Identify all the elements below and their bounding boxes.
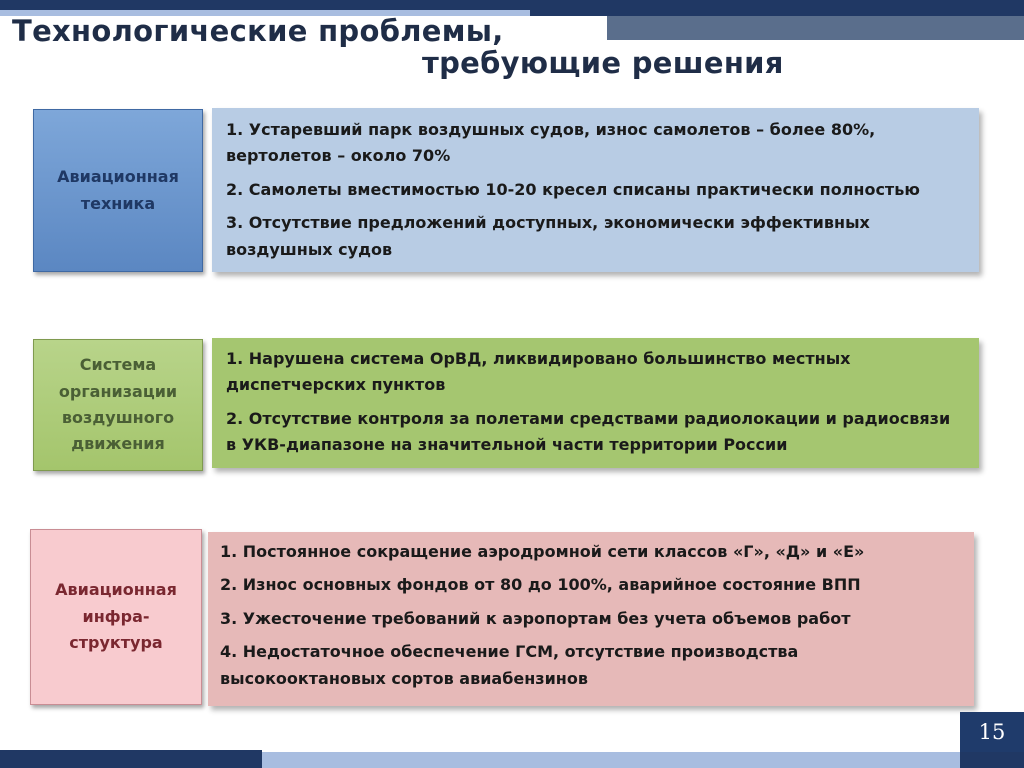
top-decor-bar-dark xyxy=(0,0,530,10)
problem-item: 3. Ужесточение требований к аэропортам без учета объемов работ xyxy=(220,608,851,628)
bottom-decor-bar-dark xyxy=(0,750,262,768)
section-label-text: Система организации воздушного движения xyxy=(58,355,178,454)
top-decor-bar-grey xyxy=(607,16,1024,40)
section-label-text: Авиационная техника xyxy=(57,167,179,213)
section-label-text: Авиационная инфра-структура xyxy=(55,580,177,653)
section-content-aviation-equipment xyxy=(212,108,979,272)
section-content-air-traffic-system xyxy=(212,338,979,468)
bottom-decor-bar-right xyxy=(960,752,1024,768)
section-label-aviation-infrastructure xyxy=(30,529,202,705)
problem-item: 1. Нарушена система ОрВД, ликвидировано большинство местных диспетчерских пунктов xyxy=(226,349,851,395)
problem-item: 2. Отсутствие контроля за полетами средствами радиолокации и радиосвязи в УКВ-диапазоне на значительной части территории России xyxy=(226,408,951,455)
problem-item: 1. Постоянное сокращение аэродромной сети классов «Г», «Д» и «Е» xyxy=(220,542,865,561)
top-decor-bar-right xyxy=(530,0,1024,16)
slide-title-line-1: Технологические проблемы, xyxy=(12,14,504,48)
slide-title-line-2: требующие решения xyxy=(422,46,784,80)
bottom-decor-bar-light xyxy=(262,752,960,768)
section-label-air-traffic-system xyxy=(33,339,203,471)
problem-item: 2. Износ основных фондов от 80 до 100%, аварийное состояние ВПП xyxy=(220,575,861,595)
problem-item: 3. Отсутствие предложений доступных, экономически эффективных воздушных судов xyxy=(226,213,870,259)
problem-item: 1. Устаревший парк воздушных судов, износ самолетов – более 80%, вертолетов – около 70% xyxy=(226,120,876,166)
section-content-aviation-infrastructure xyxy=(208,532,974,706)
section-label-aviation-equipment xyxy=(33,109,203,272)
page-number: 15 xyxy=(960,712,1024,752)
problem-item: 4. Недостаточное обеспечение ГСМ, отсутствие производства высокооктановых сортов авиабензинов xyxy=(220,642,799,688)
problem-item: 2. Самолеты вместимостью 10-20 кресел списаны практически полностью xyxy=(226,179,920,199)
